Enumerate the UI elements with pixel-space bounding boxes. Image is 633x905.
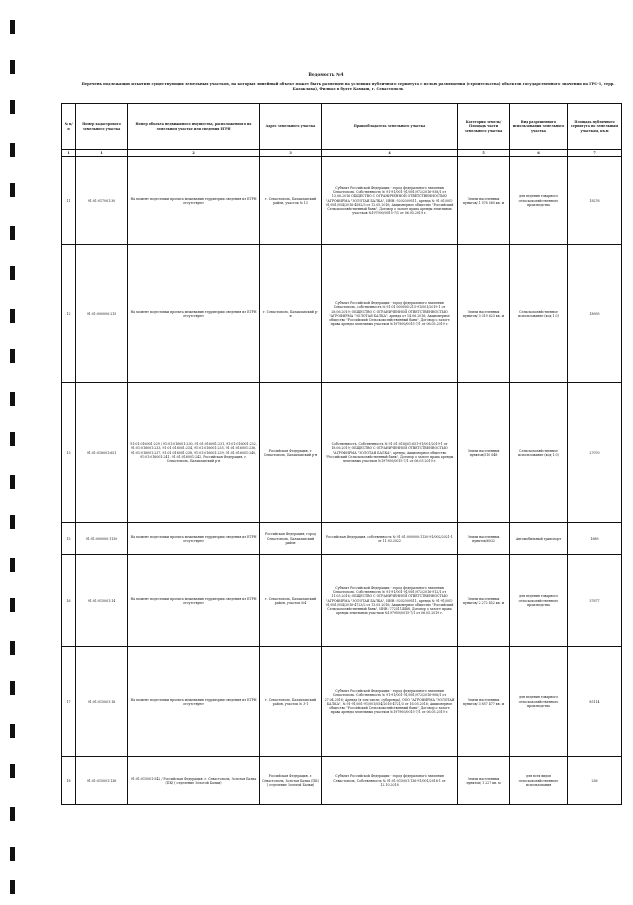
permitted-use: для всех видов сельскохозяйственного использования [510,757,568,805]
col-header-address: Адрес земельного участка [260,104,322,150]
parcel-address: г. Севастополь, Балаклавский р-н [260,245,322,383]
servitude-area: 18276 [568,157,622,245]
binder-mark [10,100,15,114]
cadastre-number: 91:01:015001:14 [76,555,128,647]
parcel-owner: Субъект Российской Федерации - город федерального значения Севастополь, собственность № 91:01:000000:215-91/001/2019-1 от 28.06.2019; ОБЩЕСТВО С ОГРАНИЧЕННОЙ ОТВЕТСТВЕННОСТЬЮ "АГРОФИРМА "ЗОЛОТАЯ БАЛКА", аренда от 14.06.2016; Акционерное общество "Российский Сельскохозяйственный банк", Договор о залоге права аренды земельных участков №197900/0015-7/1 от 06.05.2019 г. [322,245,458,383]
object-info: На момент подготовки проекта межевания территории сведения из ЕГРН отсутствуют [128,555,260,647]
col-header-category: Категория земель/Площадь части земельного участка [458,104,510,150]
binder-mark [10,475,15,489]
land-category: Земли населенных пунктов/ 1 227 кв. м [458,757,510,805]
object-info: На момент подготовки проекта межевания территории сведения из ЕГРН отсутствуют [128,647,260,757]
col-number: 1 [76,150,128,157]
row-number: 18 [62,757,76,805]
table-row [62,157,622,245]
binder-mark [10,60,15,74]
object-info: На момент подготовки проекта межевания территории сведения из ЕГРН отсутствуют [128,523,260,555]
servitude-area: 1689 [568,523,622,555]
land-category: Земли населенных пунктов/ 1 576 560 кв. м [458,157,510,245]
col-number: 5 [458,150,510,157]
permitted-use: для ведения товарного сельскохозяйственного производства [510,647,568,757]
col-header-area: Площадь публичного сервитута по земельным участкам, кв.м [568,104,622,150]
parcel-address: г. Севастополь, Балаклавский район, участок № 3-1 [260,647,322,757]
col-number: 6 [510,150,568,157]
col-number: 2 [128,150,260,157]
parcel-owner: Субъект Российской Федерации - город федерального значения Севастополь. Собственность № 91-91/001-91/001/972/2016-912/1 от 11.05.2016; ОБЩЕСТВО С ОГРАНИЧЕННОЙ ОТВЕТСТВЕННОСТЬЮ "АГРОФИРМА "ЗОЛОТАЯ БАЛКА", ИНН: 9202009511, аренда № 91-91/001-91/001/054/2016-4723/2 от 13.05.2016; Акционерное общество "Российский Сельскохозяйственный банк", ИНН: 7725114488, Договор о залоге права аренды земельных участков №197900/0015-7/1 от 06.05.2019 г. [322,555,458,647]
binder-mark [10,847,15,861]
binder-mark [10,392,15,406]
parcel-owner: Собственность, Собственность № 91:01:016001:651-91/001/2019-1 от 18.06.2019; ОБЩЕСТВО С ОГРАНИЧЕННОЙ ОТВЕТСТВЕННОСТЬЮ "АГРОФИРМА "ЗОЛОТАЯ БАЛКА", аренда; Акционерное общество "Российский Сельскохозяйственный банк", Договор о залоге права аренды земельных участков №197900/0015-7/1 от 06.05.2019 г. [322,383,458,523]
permitted-use: для ведения товарного сельскохозяйственного производства [510,157,568,245]
table-row [62,757,622,805]
binder-mark [10,558,15,572]
cadastre-number: 91:01:015001:136 [76,757,128,805]
parcel-address: Российская Федерация, г. Севастополь, Балаклавский р-н [260,383,322,523]
object-info: 91:01:015001:542 / Российская Федерация, г. Севастополь, Золотая Балка (ПК) ( отделение Золотой Балки) [128,757,260,805]
parcel-address: Российская Федерация, г. Севастополь, Золотая Балка (ПК) ( отделение Золотой Балки) [260,757,322,805]
permitted-use: для ведения товарного сельскохозяйственного производства [510,555,568,647]
servitude-area: 37677 [568,555,622,647]
servitude-area: 256 [568,757,622,805]
cadastre-number: 91:01:016001:651 [76,383,128,523]
parcel-owner: Субъект Российской Федерации - город федерального значения Севастополь, Собственность № 91:01:015001:136-91/001/2018-1 от 12.10.2018 [322,757,458,805]
table-row [62,383,622,523]
row-number: 17 [62,647,76,757]
col-header-cadastre: Номер кадастрового земельного участка [76,104,128,150]
parcel-address: г. Севастополь, Балаклавский район, участок № 13 [260,157,322,245]
cadastre-number: 91:01:000000:215 [76,245,128,383]
column-number-row [62,150,622,157]
permitted-use: Автомобильный транспорт [510,523,568,555]
servitude-area: 18993 [568,245,622,383]
binder-mark [10,724,15,738]
permitted-use: Сельскохозяйственное использование (код 1.0) [510,245,568,383]
row-number: 13 [62,383,76,523]
table-row [62,523,622,555]
col-number: 7 [568,150,622,157]
row-number: 12 [62,245,76,383]
binder-mark [10,880,15,894]
parcel-owner: Субъект Российской Федерации - город федерального значения Севастополь. Собственность № 91-91/001-91/001/972/2016-938/1 от 13.06.2016 ОБЩЕСТВО С ОГРАНИЧЕННОЙ ОТВЕТСТВЕННОСТЬЮ "АГРОФИРМА "ЗОЛОТАЯ БАЛКА", ИНН: 9202009511, аренда № 91:01/001-91/001/054/2016-4582/3 от 12.05.2016; Акционерное общество "Российский Сельскохозяйственный банк", Договор о залоге права аренды земельных участков №197900/0015-7/1 от 06.05.2019 г. [322,157,458,245]
land-category: Земли населенных пунктов/6032 [458,523,510,555]
object-info: На момент подготовки проекта межевания территории сведения из ЕГРН отсутствуют [128,157,260,245]
document-heading: Перечень подлежащих изъятию существующих земельных участков, на которых линейный объект может быть размещен на условиях публичного сервитута с целью размещения (строительства) объектов государственного значения на ГРС-1, терр. Балаклава), Филиал в бухте Камыш, г. Севастополь [81,82,615,91]
binder-mark [10,641,15,655]
permitted-use: Сельскохозяйственное использование (код 1.0) [510,383,568,523]
col-header-use: Вид разрешенного использования земельного участка [510,104,568,150]
binder-mark [10,515,15,529]
row-number: 11 [62,157,76,245]
col-header-object: Номер объекта недвижимого имущества, расположенного на земельном участке или сведения ЕГРН [128,104,260,150]
col-header-no: № п/п [62,104,76,150]
row-number: 16 [62,555,76,647]
binder-mark [10,309,15,323]
binder-mark [10,183,15,197]
binder-mark [10,681,15,695]
binder-mark [10,266,15,280]
cadastre-number: 91:01:017001:30 [76,157,128,245]
land-category: Земли населенных пунктов/ 3 857 477 кв. м [458,647,510,757]
parcel-address: г. Севастополь, Балаклавский район, участок №4 [260,555,322,647]
table-row [62,647,622,757]
binder-mark [10,598,15,612]
appendix-title: Ведомость №4 [308,72,344,77]
binder-mark [10,143,15,157]
header-row [62,104,622,150]
binder-mark [10,764,15,778]
cadastre-number: 91:01:015001:16 [76,647,128,757]
table-row [62,245,622,383]
binder-mark [10,226,15,240]
document-page [26,0,626,905]
object-info: 91:01:016001:229 / 91:01:016001:230, 91:01:016001:231, 91:01:016001:232, 91:01:016001:233, 91:01:016001:234, 91:01:016001:235, 91:01:016001:236, 91:01:016001:237, 91:01:016001:238, 91:01:016001:239, 91:01:016001:240, 91:01:016001:241, 91:01:016001:242, Российская Федерация, г. Севастополь, Балаклавский р-н [128,383,260,523]
table-row [62,555,622,647]
land-category: Земли населенных пунктов/ 2 272 452 кв. м [458,555,510,647]
col-header-owner: Правообладатель земельного участка [322,104,458,150]
binder-mark [10,349,15,363]
col-number: 1 [62,150,76,157]
parcels-table [61,103,622,805]
col-number: 3 [260,150,322,157]
land-category: Земли населенных пунктов/510 648 [458,383,510,523]
object-info: На момент подготовки проекта межевания территории сведения из ЕГРН отсутствуют [128,245,260,383]
parcel-owner: Российская Федерация, собственность № 91:01:000000:1130-91/002/2021-1 от 11.03.2022 [322,523,458,555]
col-number: 4 [322,150,458,157]
servitude-area: 85114 [568,647,622,757]
land-category: Земли населенных пунктов/ 3 319 623 кв. м [458,245,510,383]
row-number: 15 [62,523,76,555]
binder-mark [10,432,15,446]
parcel-owner: Субъект Российской Федерации - город федерального значения Севастополь. Собственность № 91-91/001-91/001/972/2016-906/1 от 27.04.2016; Аренда (в том числе, субаренда), ООО "АГРОФИРМА "ЗОЛОТАЯ БАЛКА", № 91-91/001-91/001/054/2016-4721/3 от 16.05.2016; Акционерное общество "Российский Сельскохозяйственный банк", Договор о залоге права аренды земельных участков №197900/0015-7/1 от 06.05.2019 г. [322,647,458,757]
servitude-area: 27070 [568,383,622,523]
cadastre-number: 91:01:000000:1130 [76,523,128,555]
parcel-address: Российская Федерация, город Севастополь, Балаклавский район [260,523,322,555]
binder-mark [10,807,15,821]
binder-mark [10,20,15,34]
